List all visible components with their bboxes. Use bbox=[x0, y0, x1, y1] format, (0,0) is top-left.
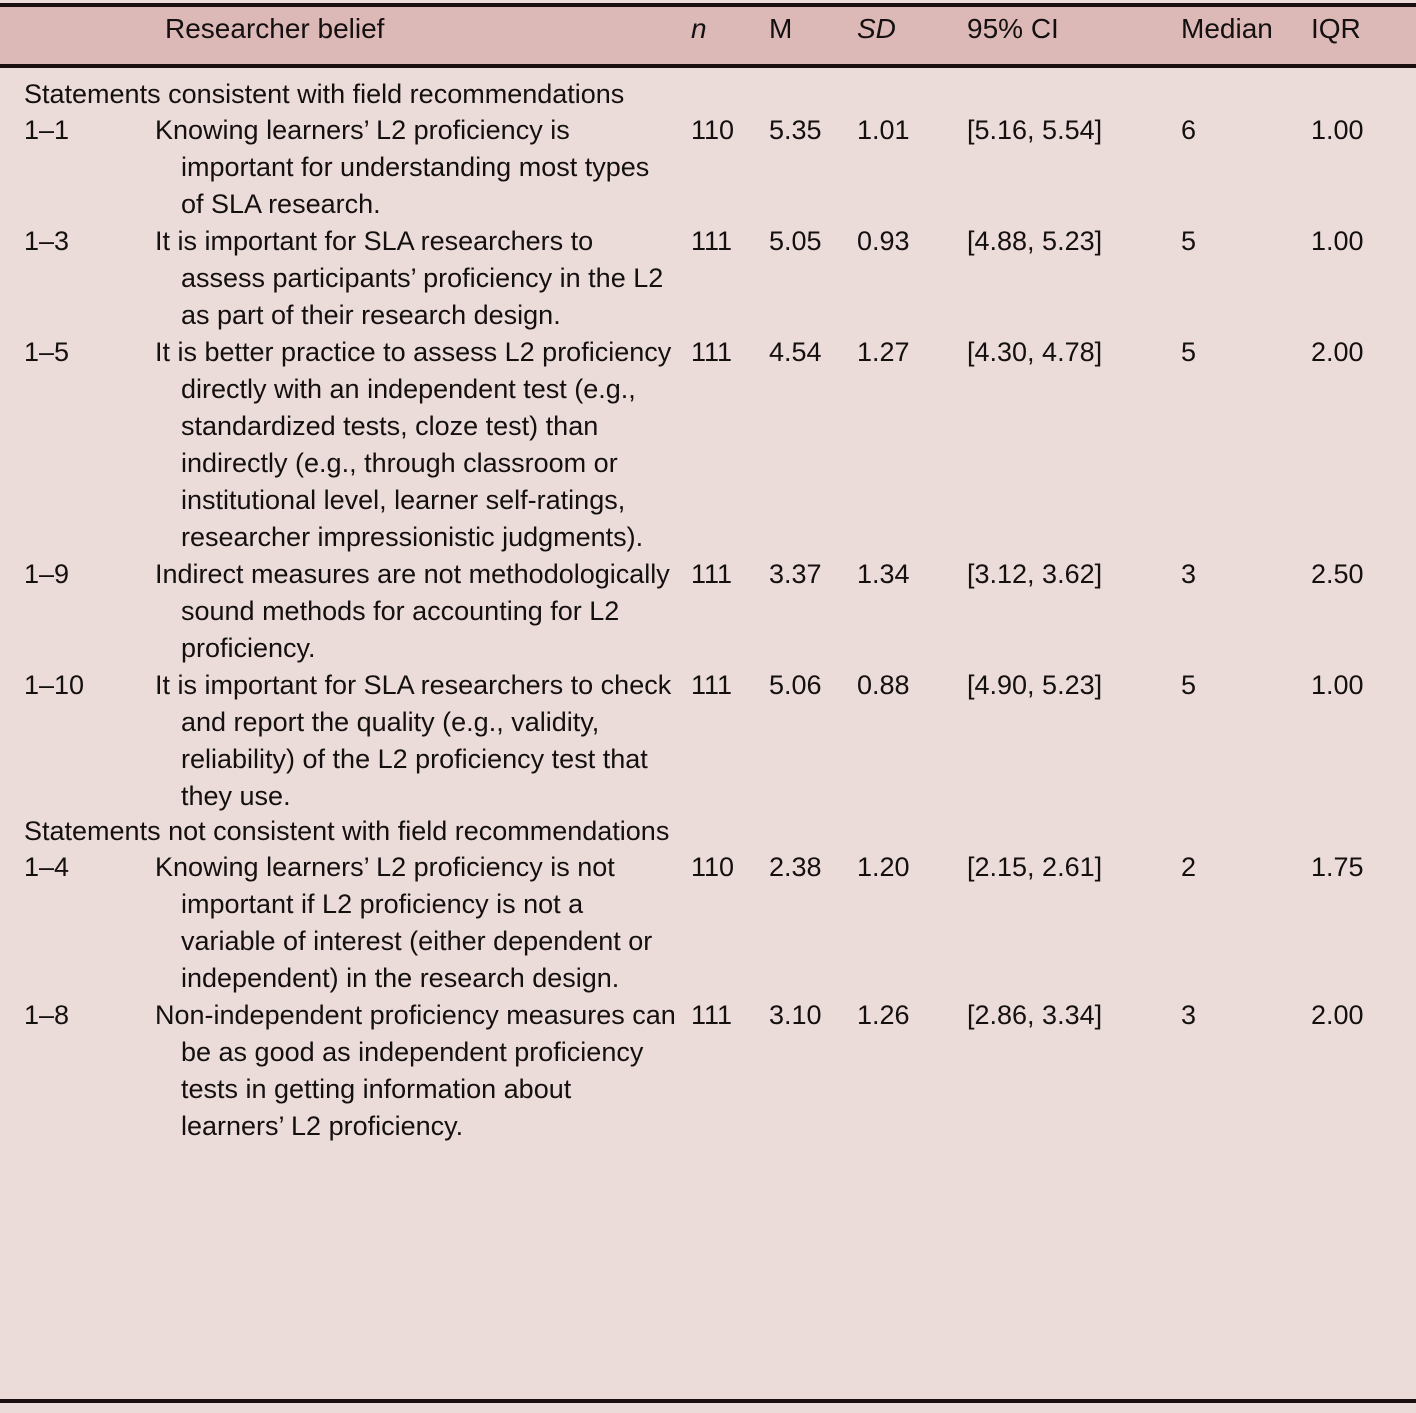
section-heading-row bbox=[0, 78, 1416, 112]
row-iqr-value: 2.00 bbox=[1311, 1000, 1364, 1030]
table-row bbox=[0, 997, 1416, 1145]
row-sd-value: 1.26 bbox=[857, 1000, 910, 1030]
row-sd-value: 0.93 bbox=[857, 226, 910, 256]
row-researcher-belief: It is important for SLA researchers to check and report the quality (e.g., validity, reliability) of the L2 proficiency test that they use. bbox=[155, 670, 672, 811]
table-row bbox=[0, 667, 1416, 815]
row-mean-value: 3.37 bbox=[769, 559, 822, 589]
row-iqr-value: 2.00 bbox=[1311, 337, 1364, 367]
row-ci-value: [5.16, 5.54] bbox=[967, 115, 1103, 145]
row-mean-value: 5.35 bbox=[769, 115, 822, 145]
row-iqr-value: 2.50 bbox=[1311, 559, 1364, 589]
table-row bbox=[0, 223, 1416, 334]
column-header-code bbox=[0, 0, 155, 57]
row-sd-value: 1.20 bbox=[857, 852, 910, 882]
row-researcher-belief: Indirect measures are not methodologically sound methods for accounting for L2 proficiency. bbox=[155, 559, 670, 663]
table-head bbox=[0, 0, 1416, 57]
row-item-code: 1–10 bbox=[24, 670, 85, 700]
row-n-value: 110 bbox=[691, 852, 735, 882]
row-ci-value: [4.30, 4.78] bbox=[967, 337, 1103, 367]
row-mean-value: 3.10 bbox=[769, 1000, 822, 1030]
table-bottom-rule bbox=[0, 1399, 1416, 1403]
row-n-value: 111 bbox=[691, 670, 733, 700]
section-heading-row bbox=[0, 815, 1416, 849]
row-item-code: 1–5 bbox=[24, 337, 70, 367]
row-ci-value: [2.15, 2.61] bbox=[967, 852, 1103, 882]
column-header-mean: M bbox=[769, 12, 793, 44]
section-heading: Statements consistent with field recommendations bbox=[24, 79, 625, 109]
row-median-value: 3 bbox=[1181, 1000, 1197, 1030]
row-sd-value: 1.01 bbox=[857, 115, 910, 145]
row-item-code: 1–9 bbox=[24, 559, 70, 589]
row-n-value: 111 bbox=[691, 1000, 733, 1030]
row-mean-value: 4.54 bbox=[769, 337, 822, 367]
row-n-value: 111 bbox=[691, 337, 733, 367]
table-row bbox=[0, 112, 1416, 223]
table-body bbox=[0, 57, 1416, 1145]
table-row bbox=[0, 849, 1416, 997]
row-n-value: 111 bbox=[691, 226, 733, 256]
row-median-value: 5 bbox=[1181, 670, 1197, 700]
column-header-sd: SD bbox=[857, 12, 896, 44]
column-header-iqr: IQR bbox=[1311, 12, 1361, 44]
row-median-value: 6 bbox=[1181, 115, 1197, 145]
table-row bbox=[0, 556, 1416, 667]
row-iqr-value: 1.00 bbox=[1311, 226, 1364, 256]
row-researcher-belief: Knowing learners’ L2 proficiency is not important if L2 proficiency is not a variable of interest (either dependent or independent) in the research design. bbox=[155, 852, 653, 993]
row-item-code: 1–1 bbox=[24, 115, 70, 145]
row-median-value: 3 bbox=[1181, 559, 1197, 589]
row-ci-value: [3.12, 3.62] bbox=[967, 559, 1103, 589]
row-iqr-value: 1.75 bbox=[1311, 852, 1364, 882]
header-row bbox=[0, 0, 1416, 57]
table-row bbox=[0, 334, 1416, 556]
column-header-median: Median bbox=[1181, 12, 1273, 44]
row-n-value: 110 bbox=[691, 115, 735, 145]
header-gap-row bbox=[0, 57, 1416, 78]
row-ci-value: [4.90, 5.23] bbox=[967, 670, 1103, 700]
row-researcher-belief: Knowing learners’ L2 proficiency is important for understanding most types of SLA research. bbox=[155, 115, 650, 219]
row-mean-value: 5.06 bbox=[769, 670, 822, 700]
row-ci-value: [4.88, 5.23] bbox=[967, 226, 1103, 256]
row-iqr-value: 1.00 bbox=[1311, 670, 1364, 700]
row-n-value: 111 bbox=[691, 559, 733, 589]
row-iqr-value: 1.00 bbox=[1311, 115, 1364, 145]
section-heading: Statements not consistent with field recommendations bbox=[24, 816, 670, 846]
row-sd-value: 1.34 bbox=[857, 559, 910, 589]
column-header-n: n bbox=[691, 12, 707, 44]
column-header-researcher-belief: Researcher belief bbox=[165, 12, 385, 44]
row-median-value: 2 bbox=[1181, 852, 1197, 882]
row-item-code: 1–8 bbox=[24, 1000, 70, 1030]
row-researcher-belief: It is important for SLA researchers to assess participants’ proficiency in the L2 as part of their research design. bbox=[155, 226, 664, 330]
row-item-code: 1–4 bbox=[24, 852, 70, 882]
row-sd-value: 1.27 bbox=[857, 337, 910, 367]
row-median-value: 5 bbox=[1181, 337, 1197, 367]
column-header-ci: 95% CI bbox=[967, 12, 1059, 44]
row-item-code: 1–3 bbox=[24, 226, 70, 256]
row-ci-value: [2.86, 3.34] bbox=[967, 1000, 1103, 1030]
row-median-value: 5 bbox=[1181, 226, 1197, 256]
row-sd-value: 0.88 bbox=[857, 670, 910, 700]
row-researcher-belief: It is better practice to assess L2 proficiency directly with an independent test (e.g., standardized tests, cloze test) than indirectly (e.g., through classroom or institutional level, learner self-ratings, researcher impressionistic judgments). bbox=[155, 337, 672, 552]
row-mean-value: 5.05 bbox=[769, 226, 822, 256]
row-researcher-belief: Non-independent proficiency measures can be as good as independent proficiency tests in getting information about learners’ L2 proficiency. bbox=[155, 1000, 676, 1141]
row-mean-value: 2.38 bbox=[769, 852, 822, 882]
